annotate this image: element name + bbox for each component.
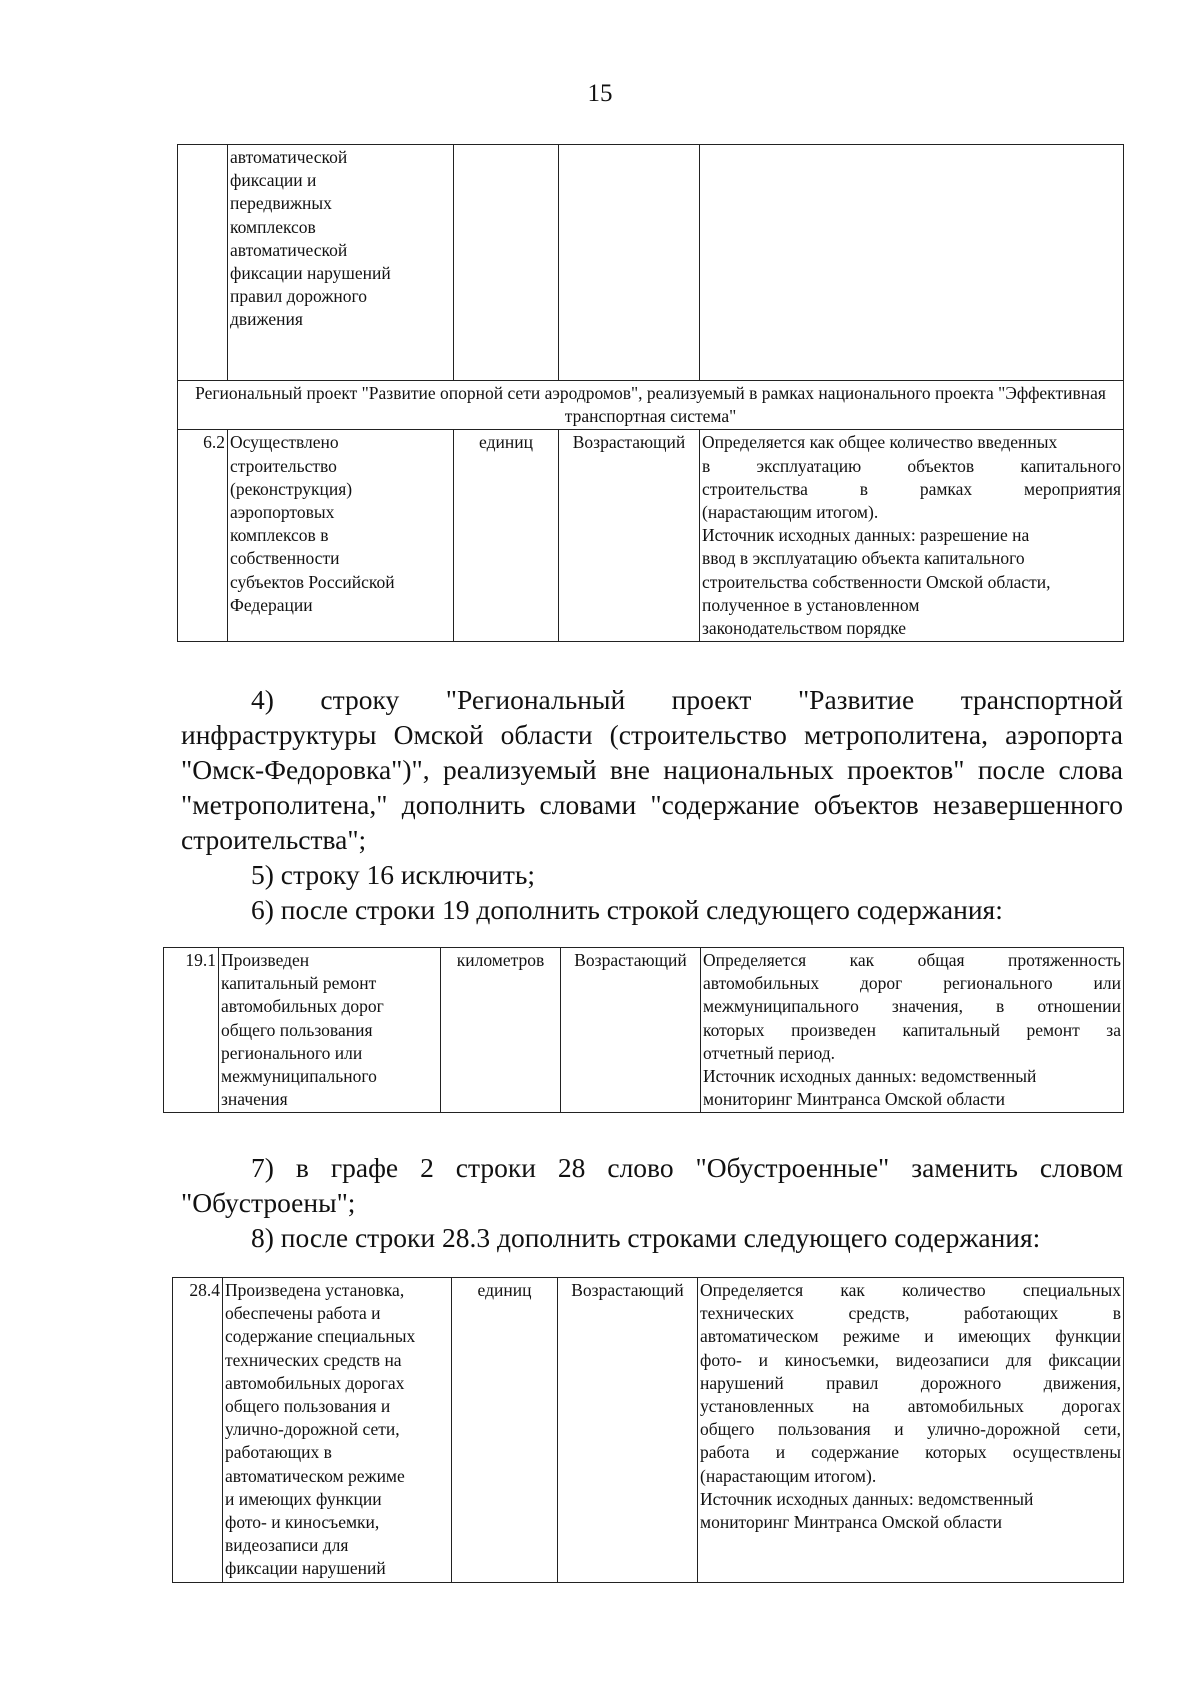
- indicator-name: [221, 949, 438, 1111]
- text-line: автомобильных дорог регионального или: [703, 973, 1121, 994]
- text-line: субъектов Российской: [230, 571, 395, 592]
- calculation-method: Возрастающий: [561, 948, 701, 1113]
- text-line: регионального или: [221, 1042, 363, 1063]
- indicator-name: [230, 431, 451, 617]
- text-line: (нарастающим итогом).: [700, 1465, 877, 1486]
- text-line: Определяется как количество специальных: [700, 1280, 1121, 1300]
- indicator-name-cell: [223, 1278, 452, 1583]
- text-line: общего пользования и улично-дорожной сети,: [700, 1419, 1121, 1440]
- text-line: собственности: [230, 548, 340, 569]
- text-line: ввод в эксплуатацию объекта капитального: [702, 548, 1025, 569]
- text-line: улично-дорожной сети,: [225, 1419, 400, 1440]
- text-line: мониторинг Минтранса Омской области: [700, 1512, 1002, 1533]
- paragraph-7: [181, 1150, 1123, 1220]
- row-number: 28.4: [173, 1278, 223, 1583]
- text-line: аэропортовых: [230, 502, 335, 523]
- unit: единиц: [454, 430, 559, 642]
- text-line: 7) в графе 2 строки 28 слово "Обустроенные" заменить словом: [251, 1152, 1123, 1183]
- text-line: 4) строку "Региональный проект "Развитие транспортной: [251, 684, 1123, 715]
- text-line: движения: [230, 309, 303, 330]
- method-cell: [559, 145, 700, 381]
- text-line: "Обустроены";: [181, 1187, 356, 1218]
- text-line: технических средств на: [225, 1349, 402, 1370]
- indicator-description: [700, 1279, 1121, 1534]
- page-number: 15: [587, 80, 613, 107]
- inserted-row-19-1-table: [163, 947, 1124, 1113]
- text-line: (нарастающим итогом).: [702, 502, 879, 523]
- row-number: 19.1: [164, 948, 219, 1113]
- text-line: автоматическом режиме и имеющих функции: [700, 1326, 1121, 1347]
- text-line: автомобильных дорогах: [225, 1372, 405, 1393]
- paragraph-6: 6) после строки 19 дополнить строкой следующего содержания:: [251, 894, 1003, 925]
- paragraph-7-text: [181, 1150, 1123, 1220]
- text-line: строительства";: [181, 824, 367, 855]
- text-line: автоматическом режиме: [225, 1465, 405, 1486]
- text-line: "метрополитена," дополнить словами "содержание объектов незавершенного: [181, 789, 1123, 820]
- text-line: общего пользования и: [225, 1396, 391, 1417]
- text-line: межмуниципального значения, в отношении: [703, 996, 1121, 1017]
- unit: единиц: [452, 1278, 558, 1583]
- inserted-row-28-4-table: [172, 1277, 1124, 1583]
- text-line: правил дорожного: [230, 286, 368, 307]
- row-number-cell: [178, 145, 228, 381]
- calculation-method: Возрастающий: [559, 430, 700, 642]
- description-cell: [701, 948, 1124, 1113]
- text-line: автоматической: [230, 147, 348, 167]
- table-row: [164, 948, 1124, 1113]
- text-line: установленных на автомобильных дорогах: [700, 1396, 1121, 1417]
- paragraph-4: [181, 682, 1123, 857]
- text-line: работающих в: [225, 1442, 332, 1463]
- text-line: (реконструкция): [230, 478, 353, 499]
- text-line: обеспечены работа и: [225, 1303, 381, 1324]
- description-cell: [700, 145, 1124, 381]
- text-line: нарушений правил дорожного движения,: [700, 1372, 1121, 1393]
- text-line: Источник исходных данных: разрешение на: [702, 525, 1030, 546]
- indicator-description: [702, 431, 1121, 640]
- text-line: строительство: [230, 455, 337, 476]
- indicator-description: [703, 949, 1121, 1111]
- text-line: Произведена установка,: [225, 1280, 405, 1300]
- indicators-table-continuation: [177, 144, 1124, 642]
- text-line: технических средств, работающих в: [700, 1303, 1121, 1324]
- row-number: 6.2: [178, 430, 228, 642]
- text-line: строительства собственности Омской области,: [702, 571, 1051, 592]
- text-line: фиксации нарушений: [230, 263, 391, 284]
- paragraph-4-text: [181, 682, 1123, 857]
- text-line: работа и содержание которых осуществлены: [700, 1442, 1121, 1463]
- text-line: Источник исходных данных: ведомственный: [700, 1488, 1034, 1509]
- description-cell: [700, 430, 1124, 642]
- table-row: [178, 430, 1124, 642]
- text-line: значения: [221, 1089, 288, 1110]
- table-row: [173, 1278, 1124, 1583]
- text-line: инфраструктуры Омской области (строительство метрополитена, аэропорта: [181, 719, 1123, 750]
- indicator-name-cell: [228, 145, 454, 381]
- text-line: передвижных: [230, 193, 332, 214]
- text-line: Определяется как общее количество введенных: [702, 432, 1058, 453]
- indicator-name: [230, 146, 451, 332]
- text-line: межмуниципального: [221, 1066, 377, 1087]
- text-line: Произведен: [221, 950, 310, 970]
- calculation-method: Возрастающий: [558, 1278, 698, 1583]
- indicator-name-cell: [228, 430, 454, 642]
- text-line: полученное в установленном: [702, 594, 920, 615]
- text-line: фото- и киносъемки, видеозаписи для фиксации: [700, 1349, 1121, 1370]
- text-line: комплексов в: [230, 525, 329, 546]
- paragraph-8: 8) после строки 28.3 дополнить строками следующего содержания:: [251, 1222, 1041, 1253]
- text-line: капитальный ремонт: [221, 973, 377, 994]
- text-line: Определяется как общая протяженность: [703, 950, 1121, 970]
- text-line: Федерации: [230, 594, 313, 615]
- indicator-name-cell: [219, 948, 441, 1113]
- section-header-row: [178, 381, 1124, 430]
- text-line: видеозаписи для: [225, 1535, 349, 1556]
- text-line: автоматической: [230, 239, 348, 260]
- text-line: строительства в рамках мероприятия: [702, 478, 1121, 499]
- text-line: Осуществлено: [230, 432, 339, 453]
- text-line: которых произведен капитальный ремонт за: [703, 1019, 1121, 1040]
- text-line: мониторинг Минтранса Омской области: [703, 1089, 1005, 1110]
- text-line: общего пользования: [221, 1019, 373, 1040]
- section-header: Региональный проект "Развитие опорной сети аэродромов", реализуемый в рамках национального проекта "Эффективная транспортная система": [178, 381, 1124, 430]
- text-line: и имеющих функции: [225, 1488, 382, 1509]
- text-line: фиксации нарушений: [225, 1558, 386, 1579]
- text-line: фиксации и: [230, 170, 317, 191]
- unit: километров: [441, 948, 561, 1113]
- unit-cell: [454, 145, 559, 381]
- text-line: в эксплуатацию объектов капитального: [702, 455, 1121, 476]
- table-row: [178, 145, 1124, 381]
- text-line: комплексов: [230, 216, 316, 237]
- paragraph-5: 5) строку 16 исключить;: [251, 859, 536, 890]
- text-line: Источник исходных данных: ведомственный: [703, 1066, 1037, 1087]
- text-line: законодательством порядке: [702, 618, 907, 639]
- indicator-name: [225, 1279, 449, 1581]
- text-line: отчетный период.: [703, 1042, 836, 1063]
- text-line: автомобильных дорог: [221, 996, 384, 1017]
- text-line: содержание специальных: [225, 1326, 416, 1347]
- text-line: "Омск-Федоровка")", реализуемый вне национальных проектов" после слова: [181, 754, 1123, 785]
- description-cell: [698, 1278, 1124, 1583]
- text-line: фото- и киносъемки,: [225, 1512, 380, 1533]
